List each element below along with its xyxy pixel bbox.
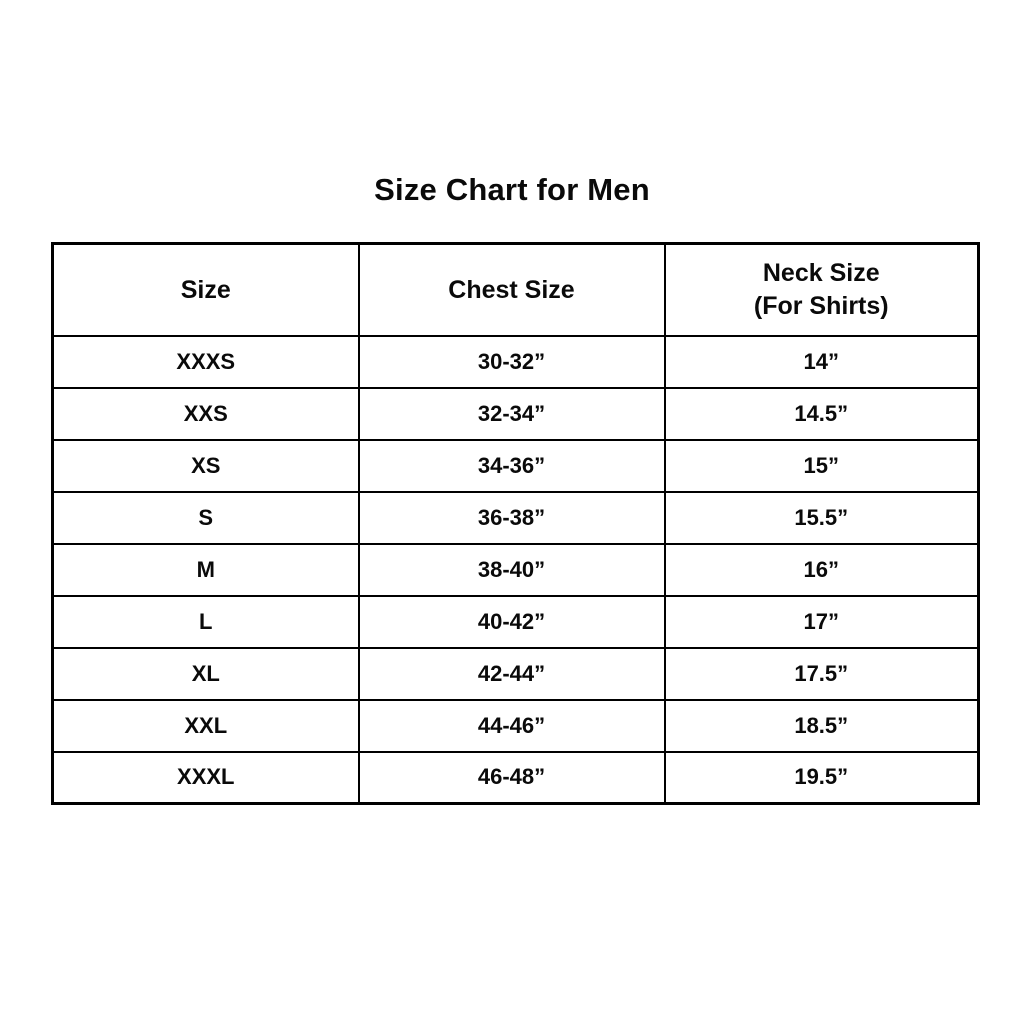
column-header-subtitle: (For Shirts)	[753, 291, 889, 320]
size-cell: XXXS	[53, 336, 359, 388]
column-header-label: Size	[180, 275, 231, 304]
table-row	[53, 440, 979, 492]
neck-size-cell: 14”	[665, 336, 979, 388]
table-row	[53, 388, 979, 440]
neck-size-cell: 14.5”	[665, 388, 979, 440]
size-cell: S	[53, 492, 359, 544]
neck-size-cell: 18.5”	[665, 700, 979, 752]
table-row	[53, 492, 979, 544]
chest-size-cell: 42-44”	[359, 648, 665, 700]
table-row	[53, 596, 979, 648]
size-cell: XXS	[53, 388, 359, 440]
chest-size-cell: 34-36”	[359, 440, 665, 492]
chest-size-cell: 30-32”	[359, 336, 665, 388]
neck-size-cell: 17.5”	[665, 648, 979, 700]
size-cell: XS	[53, 440, 359, 492]
column-header-label: Neck Size	[762, 259, 880, 288]
neck-size-cell: 15”	[665, 440, 979, 492]
chest-size-cell: 38-40”	[359, 544, 665, 596]
neck-size-cell: 16”	[665, 544, 979, 596]
header-row	[53, 244, 979, 336]
page-title: Size Chart for Men	[374, 172, 650, 207]
table-row	[53, 700, 979, 752]
table-body	[53, 336, 979, 804]
chest-size-cell: 46-48”	[359, 752, 665, 804]
size-cell: XXL	[53, 700, 359, 752]
size-cell: XXXL	[53, 752, 359, 804]
column-header-label: Chest Size	[448, 275, 575, 304]
table-row	[53, 752, 979, 804]
size-cell: M	[53, 544, 359, 596]
table-row	[53, 544, 979, 596]
chest-size-cell: 44-46”	[359, 700, 665, 752]
neck-size-cell: 17”	[665, 596, 979, 648]
neck-size-cell: 19.5”	[665, 752, 979, 804]
chest-size-cell: 36-38”	[359, 492, 665, 544]
table-header	[53, 244, 979, 336]
column-header-chest	[359, 244, 665, 336]
chest-size-cell: 32-34”	[359, 388, 665, 440]
table-row	[53, 648, 979, 700]
size-cell: XL	[53, 648, 359, 700]
chest-size-cell: 40-42”	[359, 596, 665, 648]
column-header-neck	[665, 244, 979, 336]
neck-size-cell: 15.5”	[665, 492, 979, 544]
table-row	[53, 336, 979, 388]
size-chart-table	[51, 242, 980, 805]
size-cell: L	[53, 596, 359, 648]
column-header-size	[53, 244, 359, 336]
